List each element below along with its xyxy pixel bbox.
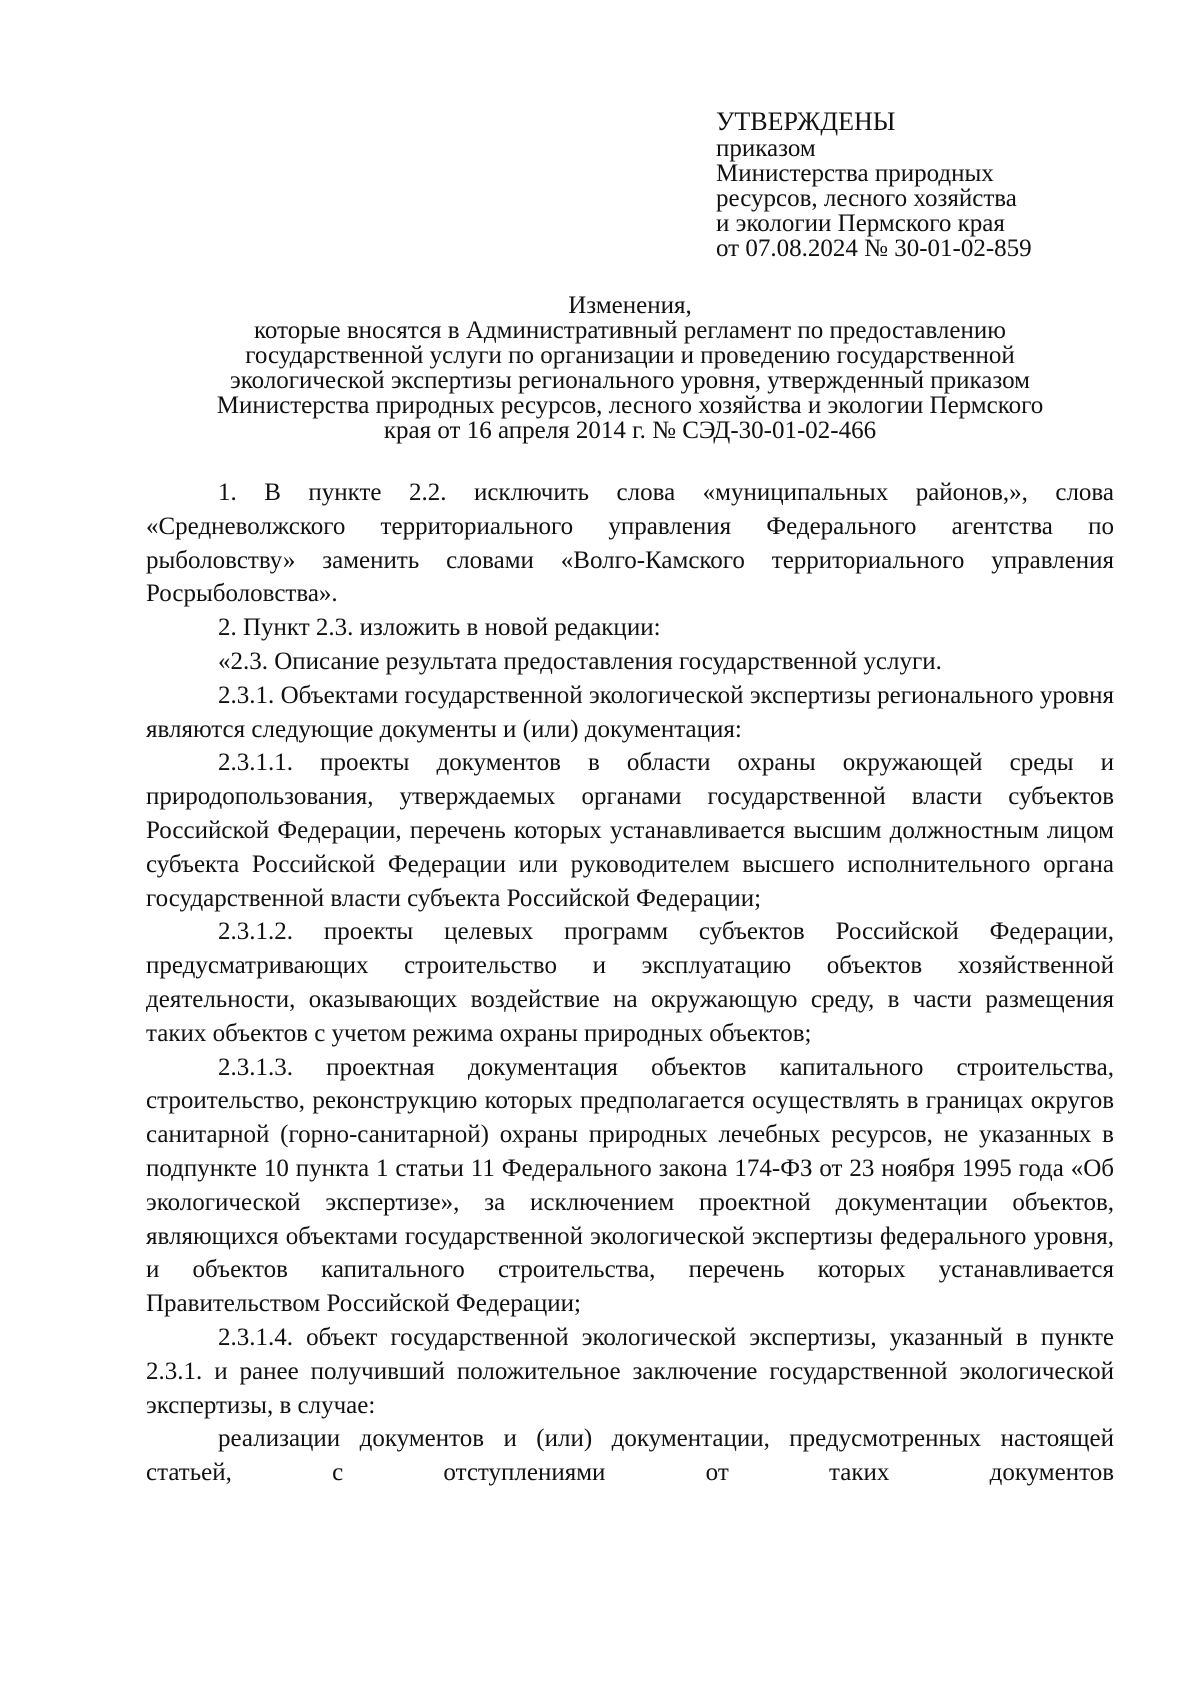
heading-title: Изменения, [568, 292, 692, 319]
heading-line: государственной услуги по организации и проведению государственной [245, 342, 1015, 369]
paragraph: 1. В пункте 2.2. исключить слова «муниципальных районов,», слова «Средневолжского территориального управления Федерального агентства по рыболовству» заменить словами «Волго-Камского территориального управления Росрыболовства». [146, 479, 1114, 608]
approval-line: Министерства природных [716, 160, 994, 187]
paragraph: 2.3.1. Объектами государственной экологической экспертизы регионального уровня являются следующие документы и (или) документация: [146, 681, 1114, 743]
heading-line: экологической экспертизы регионального уровня, утвержденный приказом [230, 367, 1030, 394]
approval-line: ресурсов, лесного хозяйства [716, 185, 1017, 212]
paragraph: 2.3.1.1. проекты документов в области охраны окружающей среды и природопользования, утверждаемых органами государственной власти субъектов Российской Федерации, перечень которых устанавливается высшим должностным лицом субъекта Российской Федерации или руководителем высшего исполнительного органа государственной власти субъекта Российской Федерации; [146, 749, 1114, 912]
document-body [146, 476, 1114, 1490]
approval-title: УТВЕРЖДЕНЫ [716, 107, 896, 136]
approval-stamp [716, 108, 1032, 261]
heading-line: Министерства природных ресурсов, лесного хозяйства и экологии Пермского [216, 392, 1044, 419]
paragraph: 2. Пункт 2.3. изложить в новой редакции: [218, 614, 661, 642]
paragraph: 2.3.1.2. проекты целевых программ субъектов Российской Федерации, предусматривающих строительство и эксплуатацию объектов хозяйственной деятельности, оказывающих воздействие на окружающую среду, в части размещения таких объектов с учетом режима охраны природных объектов; [146, 918, 1114, 1047]
document-heading [140, 293, 1120, 443]
approval-line: от 07.08.2024 № 30-01-02-859 [716, 235, 1032, 262]
heading-line: края от 16 апреля 2014 г. № СЭД-30-01-02-466 [383, 417, 877, 444]
paragraph: 2.3.1.4. объект государственной экологической экспертизы, указанный в пункте 2.3.1. и ранее получивший положительное заключение государственной экологической экспертизы, в случае: [146, 1323, 1114, 1419]
paragraph: реализации документов и (или) документации, предусмотренных настоящей статьей, с отступлениями от таких документов [146, 1425, 1114, 1487]
heading-line: которые вносятся в Административный регламент по предоставлению [254, 317, 1006, 344]
paragraph: 2.3.1.3. проектная документация объектов капитального строительства, строительство, реконструкцию которых предполагается осуществлять в границах округов санитарной (горно-санитарной) охраны природных лечебных ресурсов, не указанных в подпункте 10 пункта 1 статьи 11 Федерального закона 174-ФЗ от 23 ноября 1995 года «Об экологической экспертизе», за исключением проектной документации объектов, являющихся объектами государственной экологической экспертизы федерального уровня, и объектов капитального строительства, перечень которых устанавливается Правительством Российской Федерации; [146, 1053, 1114, 1318]
approval-line: приказом [716, 135, 816, 162]
paragraph: «2.3. Описание результата предоставления государственной услуги. [218, 647, 942, 675]
approval-line: и экологии Пермского края [716, 210, 1005, 237]
